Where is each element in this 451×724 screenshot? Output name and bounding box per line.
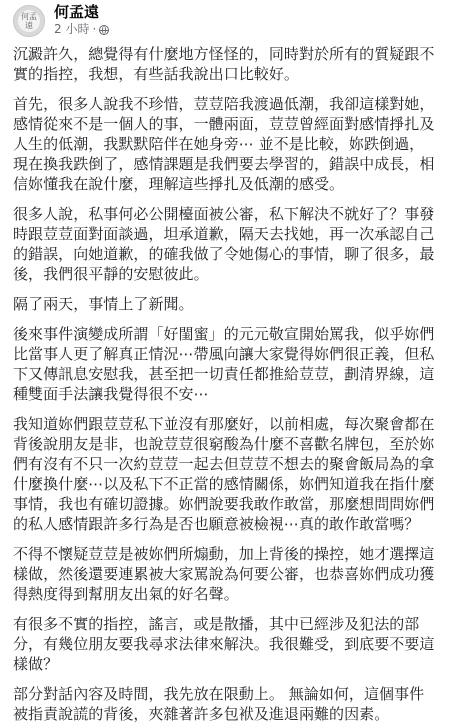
post-paragraph: 不得不懷疑荳荳是被妳們所煽動，加上背後的操控，她才選擇這樣做，然後還要連累被大家罵說為何要公審，也恭喜妳們成功獲得熱度得到幫朋友出氣的好名聲。 [13, 545, 435, 603]
post-header [13, 0, 439, 40]
post-paragraph: 我知道妳們跟荳荳私下並沒有那麼好，以前相處，每次聚會都在背後說朋友是非，也說荳荳很窮酸為什麼不喜歡名牌包，至於妳們有沒有不只一次約荳荳一起去但荳荳不想去的聚會飯局為的拿什麼換什麼⋯以及私下不正當的感情關係，妳們知道我在指什麼事情，我也有確切證據。妳們說要我敢作敢當，那麼想問問妳們的私人感情跟許多行為是否也願意被檢視⋯真的敢作敢當嗎？ [13, 415, 435, 533]
globe-icon[interactable] [99, 25, 109, 35]
post-subline [54, 22, 109, 37]
post-paragraph: 後來事件演變成所謂「好閨蜜」的元元敬宣開始罵我，似乎妳們比當事人更了解真正情況⋯帶風向讓大家覺得妳們很正義，但私下又傳訊息安慰我，甚至把一切責任都推給荳荳，劃清界線，這種雙面手法讓我覺得很不安⋯ [13, 325, 435, 403]
post-paragraph: 隔了兩天，事情上了新聞。 [13, 295, 194, 313]
author-name[interactable]: 何孟遠 [54, 3, 100, 21]
post-paragraph: 部分對話內容及時間，我先放在限動上。 無論如何，這個事件被指責說謊的背後，夾雜著許多包袱及進退兩難的因素。 [13, 685, 425, 723]
post-paragraph: 首先，很多人說我不珍惜，荳荳陪我渡過低潮，我卻這樣對她，感情從來不是一個人的事，一體兩面，荳荳曾經面對感情掙扎及人生的低潮，我默默陪伴在她身旁⋯ 並不是比較，妳跌倒過，現在換我跌倒了，感情課題是我們要去學習的，錯誤中成長，相信妳懂我在說什麼，理解這些掙扎及低潮的感受。 [13, 95, 435, 193]
post-paragraph: 沉澱許久，總覺得有什麼地方怪怪的，同時對於所有的質疑跟不實的指控，我想，有些話我說出口比較好。 [13, 45, 435, 83]
separator-dot: · [92, 22, 97, 36]
avatar-logo: 何孟遠 [18, 10, 40, 32]
post-content [13, 44, 439, 724]
author-meta [54, 3, 109, 37]
post-paragraph: 有很多不實的指控，謠言，或是散播，其中已經涉及犯法的部分，有幾位朋友要我尋求法律來解決。我很難受，到底要不要這樣做？ [13, 615, 435, 673]
post-paragraph: 很多人說，私事何必公開檯面被公審，私下解決不就好了？事發時跟荳荳面對面談過，坦承道歉，隔天去找她，再一次承認自己的錯誤，向她道歉，的確我做了令她傷心的事情，聊了很多，最後，我們很平靜的安慰彼此。 [13, 205, 435, 283]
post-timestamp[interactable]: 2 小時 [54, 22, 90, 36]
avatar[interactable] [13, 5, 45, 37]
